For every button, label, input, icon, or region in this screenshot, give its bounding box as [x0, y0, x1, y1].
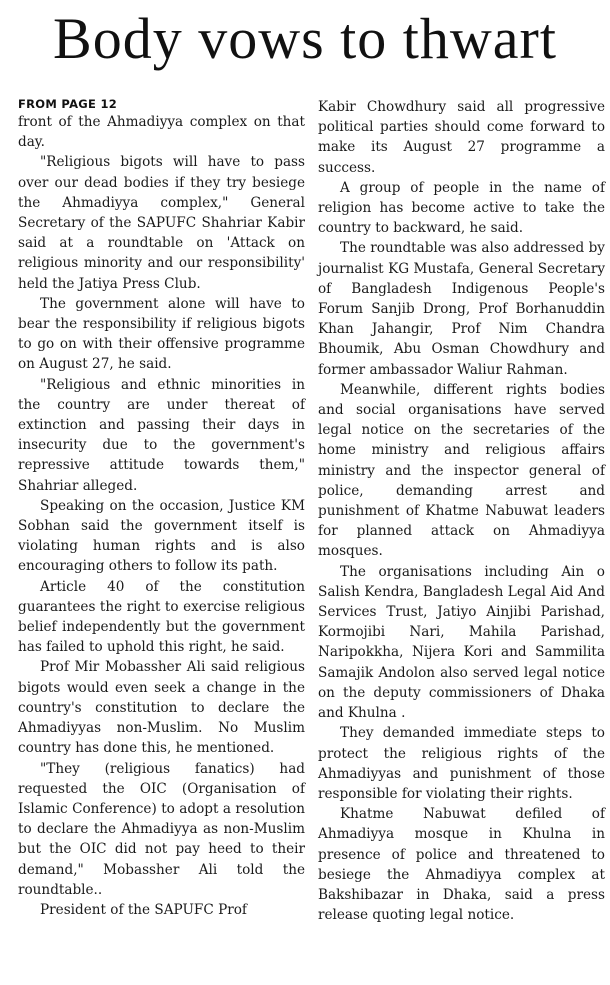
paragraph: "They (religious fanatics) had requested the OIC (Organisation of Islamic Conference) to adopt a resolution to declare the Ahmadiyya as non-Muslim but the OIC did not pay heed to their demand," Mobassher Ali told the roundtable.. — [18, 760, 305, 898]
paragraph: Prof Mir Mobassher Ali said religious bigots would even seek a change in the country's constitution to declare the Ahmadiyyas non-Muslim. No Muslim country has done this, he mentioned. — [18, 659, 305, 757]
paragraph: Article 40 of the constitution guarantees the right to exercise religious belief independently but the government has failed to uphold this right, he said. — [18, 578, 305, 656]
paragraph: Khatme Nabuwat defiled of Ahmadiyya mosque in Khulna in presence of police and threatened to besiege the Ahmadiyya complex at Bakshibazar in Dhaka, said a press release quoting legal notice. — [318, 806, 605, 924]
paragraph: They demanded immediate steps to protect the religious rights of the Ahmadiyyas and punishment of those responsible for violating their rights. — [318, 725, 605, 802]
paragraph: Kabir Chowdhury said all progressive political parties should come forward to make its August 27 programme a success. — [318, 99, 605, 176]
paragraph: "Religious and ethnic minorities in the country are under thereat of extinction and passing their days in insecurity due to the government's repressive attitude towards them," Shahriar alleged. — [18, 376, 305, 494]
paragraph: Meanwhile, different rights bodies and social organisations have served legal notice on the secretaries of the home ministry and religious affairs ministry and the inspector general of police, demanding arrest and punishment of Khatme Nabuwat leaders for planned attack on Ahmadiyya mosques. — [318, 381, 605, 560]
paragraph: Speaking on the occasion, Justice KM Sobhan said the government itself is violating human rights and is also encouraging others to follow its path. — [18, 497, 305, 575]
continued-from-label: FROM PAGE 12 — [18, 97, 118, 111]
paragraph: The organisations including Ain o Salish Kendra, Bangladesh Legal Aid And Services Trust, Jatiyo Ainjibi Parishad, Kormojibi Nari, Mahila Parishad, Naripokkha, Nijera Kori and Sammilita Samajik Andolon also served legal notice on the deputy commissioners of Dhaka and Khulna . — [318, 563, 605, 722]
article-column-left — [18, 97, 305, 920]
headline: Body vows to thwart — [53, 6, 557, 71]
paragraph: front of the Ahmadiyya complex on that day. — [18, 114, 305, 151]
article-column-right — [318, 97, 605, 925]
paragraph: President of the SAPUFC Prof — [40, 901, 247, 918]
paragraph: "Religious bigots will have to pass over our dead bodies if they try besiege the Ahmadiyya complex," General Secretary of the SAPUFC Shahriar Kabir said at a roundtable on 'Attack on religious minority and our responsibility' held the Jatiya Press Club. — [18, 154, 305, 292]
paragraph: The government alone will have to bear the responsibility if religious bigots to go on with their offensive programme on August 27, he said. — [18, 295, 305, 373]
paragraph: A group of people in the name of religion has become active to take the country to backward, he said. — [318, 179, 605, 237]
paragraph: The roundtable was also addressed by journalist KG Mustafa, General Secretary of Bangladesh Indigenous People's Forum Sanjib Drong, Prof Borhanuddin Khan Jahangir, Prof Nim Chandra Bhoumik, Abu Osman Chowdhury and former ambassador Waliur Rahman. — [318, 240, 605, 378]
